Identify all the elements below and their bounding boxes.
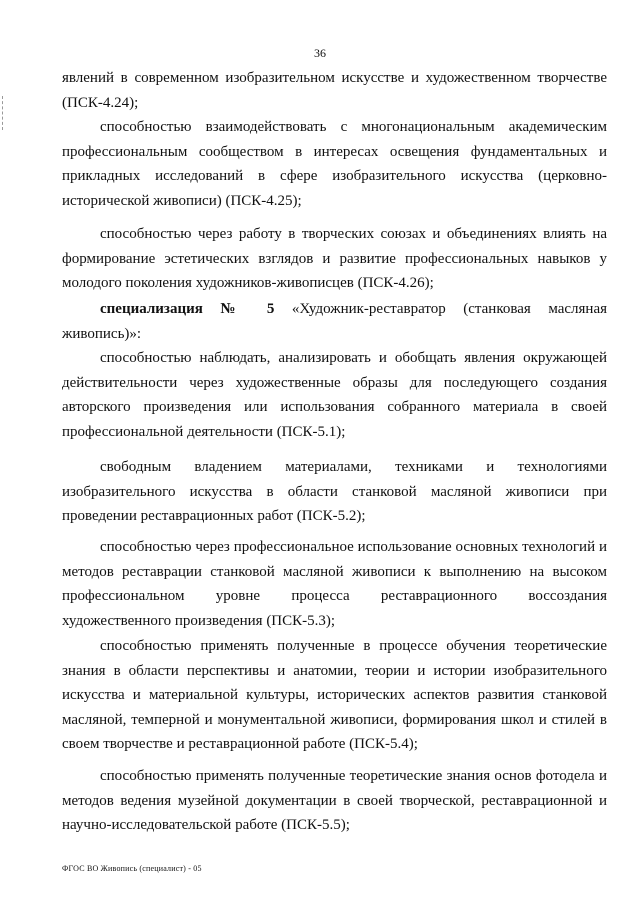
specialization-label: специализация № 5 (100, 301, 275, 317)
paragraph-psk-5-1: способностью наблюдать, анализировать и обобщать явления окружающей действительности через художественные образы для последующего создания авторского произведения или использования собранного материала в своей профессиональной деятельности (ПСК-5.1); (62, 350, 607, 440)
paragraph-continuation (62, 66, 607, 115)
paragraph-psk-4-26: способностью через работу в творческих союзах и объединениях влиять на формирование эстетических взглядов и развитие профессиональных навыков у молодого поколения художников-живописцев (ПСК-4.26); (62, 226, 607, 291)
paragraph-psk-5-3: способностью через профессиональное использование основных технологий и методов реставрации станковой масляной живописи к выполнению на высоком профессиональном уровне процесса реставрационного воссоздания художественного произведения (ПСК-5.3); (62, 539, 607, 629)
paragraph-psk-4-25: способностью взаимодействовать с многонациональным академическим профессиональным сообществом в интересах освещения фундаментальных и прикладных исследований в сфере изобразительного искусства (церковно-исторической живописи) (ПСК-4.25); (62, 119, 607, 209)
page-number: 36 (314, 46, 326, 60)
page-footer: ФГОС ВО Живопись (специалист) - 05 (62, 864, 202, 873)
specialization-heading (62, 297, 607, 346)
paragraph-psk-5-2: свободным владением материалами, техниками и технологиями изобразительного искусства в области станковой масляной живописи при проведении реставрационных работ (ПСК-5.2); (62, 459, 607, 524)
paragraph-text: явлений в современном изобразительном искусстве и художественном творчестве (ПСК-4.24); (62, 70, 607, 111)
specialization-title: «Художник-реставратор (станковая масляная живопись)»: (62, 301, 608, 342)
paragraph-psk-5-4: способностью применять полученные в процессе обучения теоретические знания в области перспективы и анатомии, теории и истории изобразительного искусства и материальной культуры, исторических аспектов развития станковой масляной, темперной и монументальной живописи, формирования школ и стилей в своем творчестве и реставрационной работе (ПСК-5.4); (62, 638, 607, 752)
paragraph-psk-5-5: способностью применять полученные теоретические знания основ фотодела и методов ведения музейной документации в своей творческой, реставрационной и научно-исследовательской работе (ПСК-5.5); (62, 768, 607, 833)
scan-edge-mark (2, 96, 4, 130)
